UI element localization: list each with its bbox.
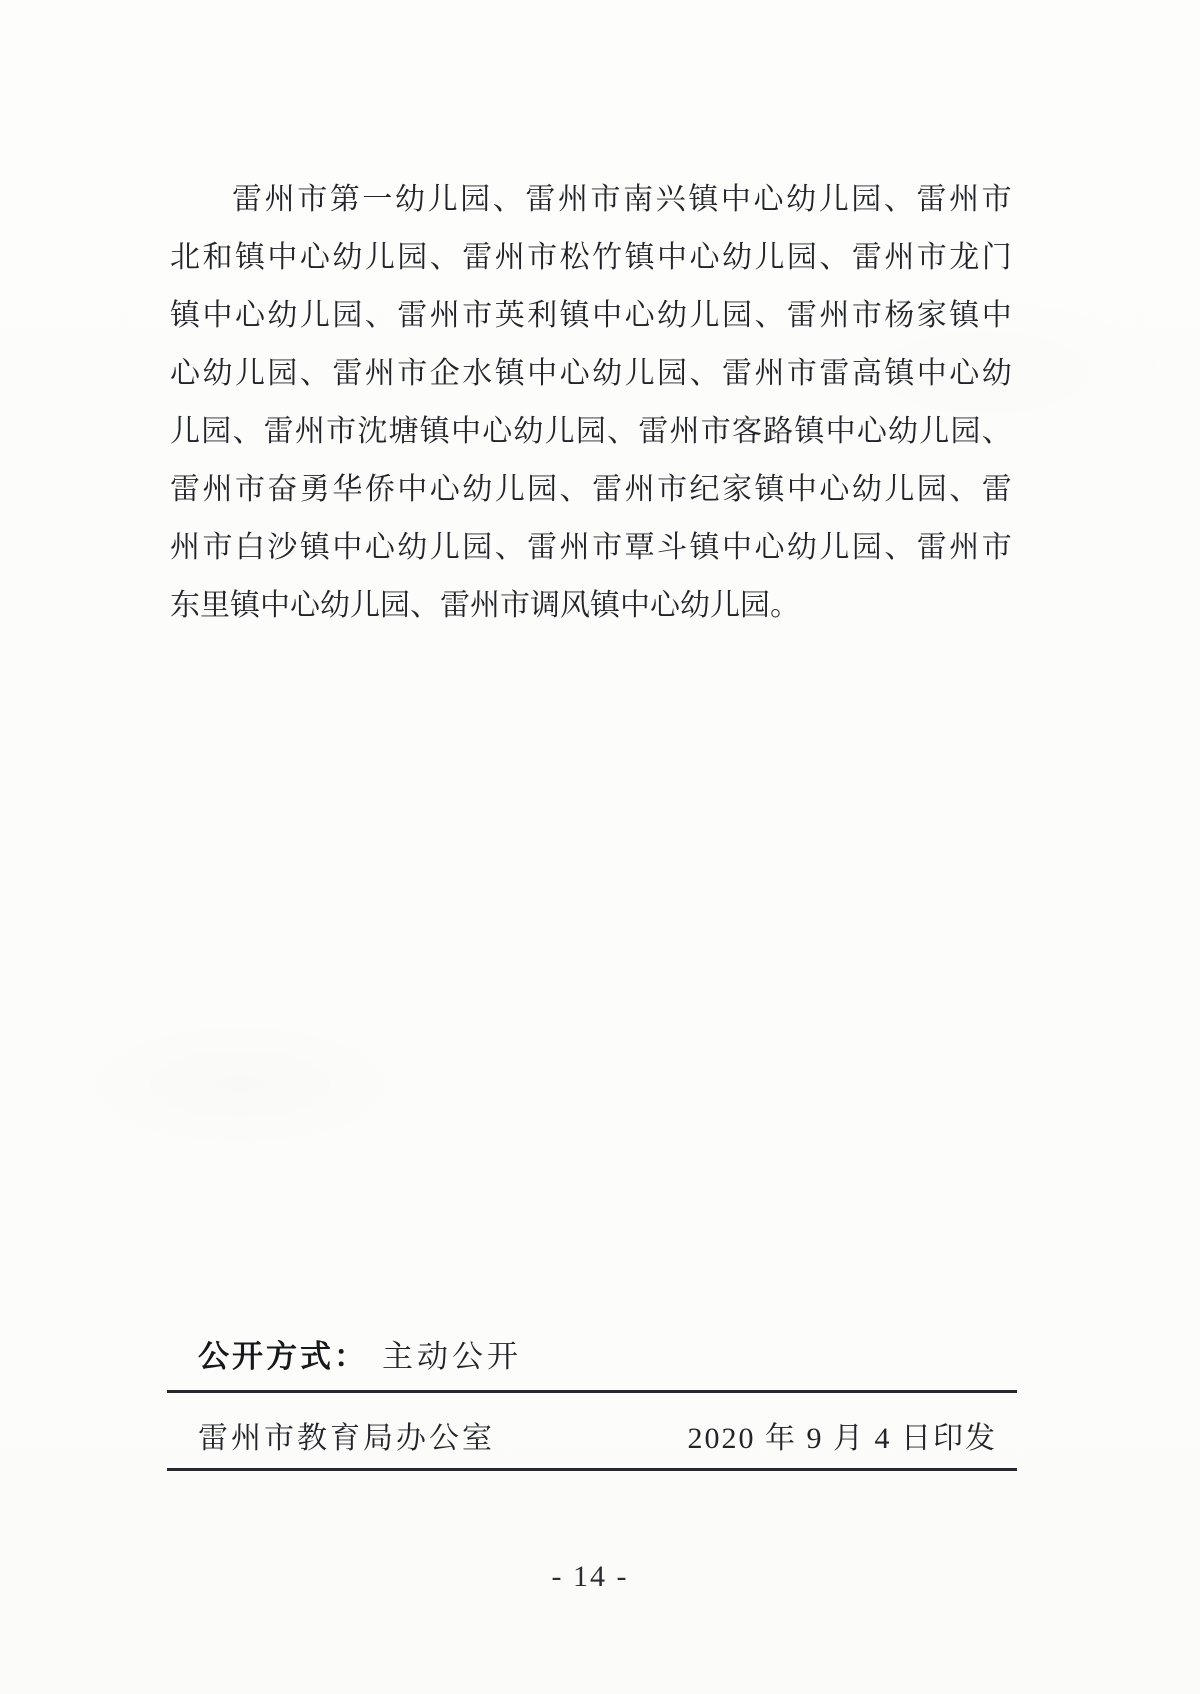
paragraph-line: 东里镇中心幼儿园、雷州市调风镇中心幼儿园。 xyxy=(170,589,800,622)
paragraph-line: 雷 州 市 第 一 幼 儿 园 、 雷 州 市 南 兴 镇 中 心 幼 儿 园 、 雷 州 市 xyxy=(232,183,1012,216)
paragraph-line: 儿 园 、 雷 州 市 沈 塘 镇 中 心 幼 儿 园 、 雷 州 市 客 路 镇 中 心 幼 儿 园 、 xyxy=(170,415,1012,448)
disclosure-row xyxy=(198,1338,522,1376)
paragraph-line: 北 和 镇 中 心 幼 儿 园 、 雷 州 市 松 竹 镇 中 心 幼 儿 园 、 雷 州 市 龙 门 xyxy=(170,241,1012,274)
paragraph-line: 州 市 白 沙 镇 中 心 幼 儿 园 、 雷 州 市 覃 斗 镇 中 心 幼 儿 园 、 雷 州 市 xyxy=(170,531,1012,564)
paragraph-line: 镇 中 心 幼 儿 园 、 雷 州 市 英 利 镇 中 心 幼 儿 园 、 雷 州 市 杨 家 镇 中 xyxy=(170,299,1012,332)
disclosure-method-label: 公开方式： xyxy=(198,1339,368,1374)
issue-date: 2020 年 9 月 4 日印发 xyxy=(687,1422,997,1455)
footer-divider-bottom xyxy=(167,1468,1017,1471)
footer-divider-top xyxy=(167,1390,1017,1393)
issuing-office: 雷州市教育局办公室 xyxy=(198,1422,495,1455)
disclosure-method-value: 主动公开 xyxy=(382,1339,522,1374)
paragraph-line: 心 幼 儿 园 、 雷 州 市 企 水 镇 中 心 幼 儿 园 、 雷 州 市 雷 高 镇 中 心 幼 xyxy=(170,357,1012,390)
page-number: - 14 - xyxy=(551,1560,629,1593)
issue-row xyxy=(167,1419,1017,1459)
kindergarten-list-paragraph xyxy=(170,171,1012,635)
paragraph-line: 雷 州 市 奋 勇 华 侨 中 心 幼 儿 园 、 雷 州 市 纪 家 镇 中 心 幼 儿 园 、 雷 xyxy=(170,473,1012,506)
